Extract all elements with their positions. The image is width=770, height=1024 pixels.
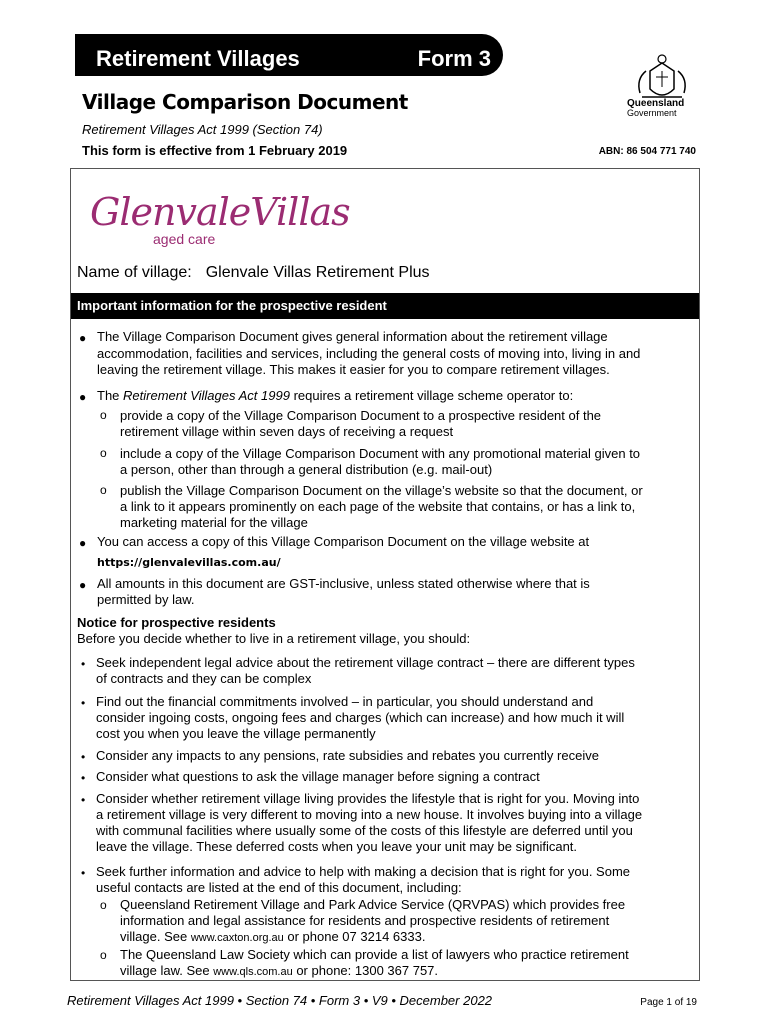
- bullet-icon: •: [81, 793, 86, 807]
- bullet-icon: •: [81, 866, 86, 880]
- sub-bullet-icon: o: [100, 483, 107, 497]
- sub-bullet-icon: o: [100, 408, 107, 422]
- bullet-icon: ●: [79, 536, 87, 550]
- page-title: Village Comparison Document: [82, 90, 408, 114]
- qls-link[interactable]: www.qls.com.au: [213, 966, 293, 978]
- notice-heading: Notice for prospective residents: [77, 615, 276, 630]
- notice-text: leave the village. These deferred costs when you leave your unit may be significant.: [96, 839, 578, 854]
- info-text: accommodation, facilities and services, including the general costs of moving into, living in and: [97, 346, 641, 361]
- effective-date: This form is effective from 1 February 2019: [82, 143, 348, 158]
- form-banner: [75, 34, 503, 76]
- notice-text: Find out the financial commitments involved – in particular, you should understand and: [96, 694, 594, 709]
- notice-text: village law. See www.qls.com.au or phone: 1300 367 757.: [120, 963, 439, 978]
- sub-bullet-icon: o: [100, 898, 107, 912]
- notice-text: a retirement village is very different to moving into a new house. It involves buying into a village: [96, 807, 643, 822]
- qld-government-sub: Government: [627, 108, 677, 118]
- bullet-icon: ●: [79, 578, 87, 592]
- content-frame: [70, 168, 700, 981]
- notice-text: Consider any impacts to any pensions, rate subsidies and rebates you currently receive: [96, 748, 599, 763]
- village-value: Glenvale Villas Retirement Plus: [205, 264, 430, 281]
- notice-text: Consider whether retirement village living provides the lifestyle that is right for you. Moving into: [96, 791, 640, 806]
- important-heading: Important information for the prospective resident: [71, 293, 699, 319]
- bullet-icon: •: [81, 696, 86, 710]
- notice-text: information and legal assistance for residents and prospective residents of retirement: [120, 913, 610, 928]
- bullet-icon: ●: [79, 390, 87, 404]
- notice-text: useful contacts are listed at the end of this document, including:: [96, 880, 462, 895]
- logo-brand-text: GlenvaleVillas: [90, 190, 350, 234]
- notice-text: cost you when you leave the village permanently: [96, 726, 376, 741]
- footer-text: Retirement Villages Act 1999 • Section 74 • Form 3 • V9 • December 2022: [67, 993, 493, 1008]
- bullet-icon: ●: [79, 331, 87, 345]
- info-text: permitted by law.: [97, 592, 195, 607]
- info-text: All amounts in this document are GST-inclusive, unless stated otherwise where that is: [97, 576, 590, 591]
- info-text: leaving the retirement village. This makes it easier for you to compare retirement villages.: [97, 362, 610, 377]
- info-text: marketing material for the village: [120, 515, 308, 530]
- notice-text: Consider what questions to ask the village manager before signing a contract: [96, 769, 540, 784]
- bullet-icon: •: [81, 657, 86, 671]
- notice-text: Seek further information and advice to help with making a decision that is right for you. Some: [96, 864, 631, 879]
- info-text: a link to it appears prominently on each page of the website that contains, or has a link to,: [120, 499, 636, 514]
- notice-text: of contracts and they can be complex: [96, 671, 312, 686]
- qld-government-name: Queensland: [627, 98, 685, 109]
- sub-bullet-icon: o: [100, 446, 107, 460]
- info-text: The Village Comparison Document gives general information about the retirement village: [97, 329, 608, 344]
- sub-bullet-icon: o: [100, 948, 107, 962]
- village-website-link[interactable]: https://glenvalevillas.com.au/: [97, 556, 281, 569]
- caxton-link[interactable]: www.caxton.org.au: [190, 932, 284, 944]
- info-text: publish the Village Comparison Document on the village’s website so that the document, or: [120, 483, 643, 498]
- notice-text: Seek independent legal advice about the retirement village contract – there are different types: [96, 655, 635, 670]
- notice-text: The Queensland Law Society which can provide a list of lawyers who practice retirement: [120, 947, 629, 962]
- notice-text: with communal facilities where usually some of the costs of this lifestyle are deferred until you: [96, 823, 633, 838]
- page-number: Page 1 of 19: [640, 997, 697, 1008]
- banner-title: Retirement Villages: [96, 46, 300, 71]
- info-text: include a copy of the Village Comparison Document with any promotional material given to: [120, 446, 641, 461]
- act-reference: Retirement Villages Act 1999 (Section 74): [82, 122, 323, 137]
- info-text: You can access a copy of this Village Comparison Document on the village website at: [97, 534, 590, 549]
- abn-number: ABN: 86 504 771 740: [598, 146, 696, 157]
- info-text: provide a copy of the Village Comparison Document to a prospective resident of the: [120, 408, 602, 423]
- village-label: Name of village:: [77, 264, 192, 281]
- info-text: retirement village within seven days of receiving a request: [120, 424, 454, 439]
- info-text: a person, other than through a general distribution (e.g. mail-out): [120, 462, 493, 477]
- bullet-icon: •: [81, 771, 86, 785]
- info-text: The Retirement Villages Act 1999 requires a retirement village scheme operator to:: [97, 388, 574, 403]
- notice-text: village. See www.caxton.org.au or phone 07 3214 6333.: [120, 929, 426, 944]
- village-name-row: [77, 264, 430, 282]
- logo-sub-text: aged care: [153, 231, 216, 247]
- banner-form-number: Form 3: [417, 46, 491, 71]
- notice-intro: Before you decide whether to live in a retirement village, you should:: [77, 631, 471, 646]
- notice-text: consider ingoing costs, ongoing fees and charges (which can increase) and how much it will: [96, 710, 625, 725]
- glenvale-logo: [80, 178, 350, 260]
- bullet-icon: •: [81, 750, 86, 764]
- notice-text: Queensland Retirement Village and Park Advice Service (QRVPAS) which provides free: [120, 897, 626, 912]
